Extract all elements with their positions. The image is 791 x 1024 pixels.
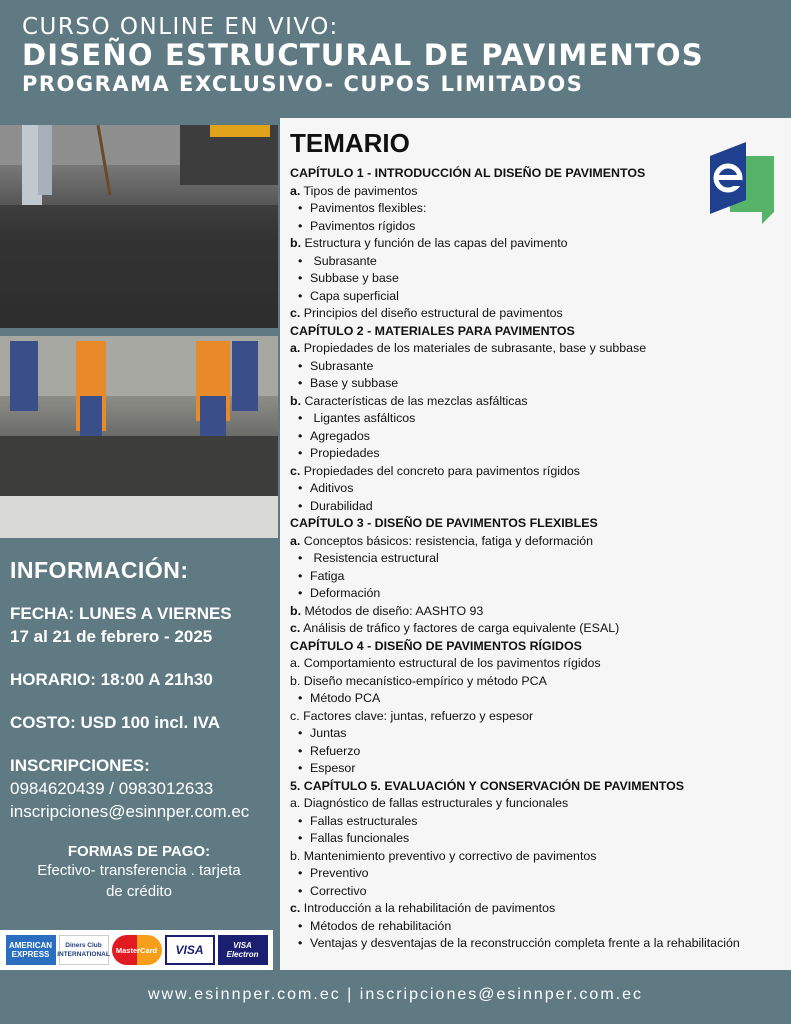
syllabus-bullet: • Subrasante [290,358,791,376]
syllabus-bullet: • Preventivo [290,865,791,883]
chapter-heading: CAPÍTULO 1 - INTRODUCCIÓN AL DISEÑO DE PAVIMENTOS [290,166,646,180]
syllabus-bullet: • Aditivos [290,480,791,498]
paving-workers-photo-bottom [0,336,278,538]
syllabus-bullet: • Espesor [290,760,791,778]
visa-logo: VISA [165,935,215,965]
photo-illustration-top [0,125,278,328]
syllabus-subsection: c. Propiedades del concreto para pavimentos rígidos [290,463,580,478]
phone-numbers: 0984620439 / 0983012633 [10,779,214,798]
syllabus-bullet: • Fatiga [290,568,791,586]
subsection-letter: c. [290,306,301,320]
syllabus-subsection: c. Análisis de tráfico y factores de carga equivalente (ESAL) [290,621,620,635]
payment-methods-line2: de crédito [106,883,172,900]
payment-methods-line1: Efectivo- transferencia . tarjeta [37,862,241,879]
subsection-letter: b. [290,393,302,408]
chapter-heading: CAPÍTULO 2 - MATERIALES PARA PAVIMENTOS [290,323,575,338]
syllabus-bullet: • Correctivo [290,883,791,901]
syllabus-subsection: c. Introducción a la rehabilitación de pavimentos [290,901,556,915]
header-banner [0,0,791,118]
syllabus-subsection: a. Comportamiento estructural de los pavimentos rígidos [290,656,601,670]
subsection-letter: a. [290,183,301,198]
inscripciones-title: INSCRIPCIONES: [10,756,150,775]
syllabus-subsection: b. Características de las mezclas asfálticas [290,393,528,408]
syllabus-subsection: c. Principios del diseño estructural de pavimentos [290,306,563,320]
course-title: DISEÑO ESTRUCTURAL DE PAVIMENTOS [22,38,704,72]
syllabus-bullet: • Pavimentos rígidos [290,218,791,236]
syllabus-bullet: • Propiedades [290,445,791,463]
info-title: INFORMACIÓN: [10,557,189,583]
course-subtitle: PROGRAMA EXCLUSIVO- CUPOS LIMITADOS [22,72,584,96]
syllabus-title: TEMARIO [290,128,410,158]
subsection-letter: c. [290,463,301,478]
subsection-letter: a. [290,341,301,355]
syllabus-bullet: • Fallas funcionales [290,830,791,848]
fecha-label: FECHA: LUNES A VIERNES [10,604,232,623]
footer-contact: www.esinnper.com.ec | inscripciones@esinnper.com.ec [0,970,791,1024]
syllabus-subsection: b. Mantenimiento preventivo y correctivo de pavimentos [290,848,597,863]
syllabus-subsection: b. Estructura y función de las capas del pavimento [290,236,568,250]
photo-illustration-bottom [0,336,278,538]
mastercard-logo: MasterCard [112,935,162,965]
chapter-heading: 5. CAPÍTULO 5. EVALUACIÓN Y CONSERVACIÓN DE PAVIMENTOS [290,778,685,793]
syllabus-subsection: b. Diseño mecanístico-empírico y método PCA [290,673,547,688]
subsection-letter: c. [290,621,301,635]
fecha-dates: 17 al 21 de febrero - 2025 [10,627,213,646]
syllabus-list [290,165,791,953]
amex-logo: AMERICAN EXPRESS [6,935,56,965]
visa-electron-logo: VISA Electron [218,935,268,965]
contact-email[interactable]: inscripciones@esinnper.com.ec [10,802,250,821]
course-type-heading: CURSO ONLINE EN VIVO: [22,14,339,40]
syllabus-bullet: • Fallas estructurales [290,813,791,831]
syllabus-subsection: b. Métodos de diseño: AASHTO 93 [290,603,484,618]
syllabus-subsection: a. Conceptos básicos: resistencia, fatiga y deformación [290,533,594,548]
horario: HORARIO: 18:00 A 21h30 [10,670,213,689]
syllabus-bullet: • Subrasante [290,253,791,271]
syllabus-bullet: • Método PCA [290,690,791,708]
subsection-letter: c. [290,901,301,915]
syllabus-bullet: • Base y subbase [290,375,791,393]
info-panel [0,545,278,970]
syllabus-subsection: a. Diagnóstico de fallas estructurales y funcionales [290,796,569,810]
syllabus-bullet: • Ligantes asfálticos [290,410,791,428]
syllabus-subsection: c. Factores clave: juntas, refuerzo y espesor [290,708,534,723]
esinnper-logo [710,142,774,226]
syllabus-bullet: • Deformación [290,585,791,603]
syllabus-bullet: • Subbase y base [290,270,791,288]
payment-title: FORMAS DE PAGO: [67,843,211,860]
subsection-letter: b. [290,603,302,618]
syllabus-bullet: • Resistencia estructural [290,550,791,568]
syllabus-bullet: • Capa superficial [290,288,791,306]
syllabus-subsection: a. Tipos de pavimentos [290,183,418,198]
card-logos [0,930,273,970]
chapter-heading: CAPÍTULO 3 - DISEÑO DE PAVIMENTOS FLEXIBLES [290,516,598,530]
syllabus-panel [280,118,791,970]
chapter-heading: CAPÍTULO 4 - DISEÑO DE PAVIMENTOS RÍGIDOS [290,638,582,653]
syllabus-subsection: a. Propiedades de los materiales de subrasante, base y subbase [290,341,647,355]
syllabus-bullet: • Juntas [290,725,791,743]
paving-workers-photo-top [0,125,278,328]
diners-logo: Diners Club INTERNATIONAL [59,935,109,965]
subsection-letter: b. [290,236,302,250]
costo: COSTO: USD 100 incl. IVA [10,713,221,732]
syllabus-bullet: • Métodos de rehabilitación [290,918,791,936]
syllabus-bullet: • Refuerzo [290,743,791,761]
syllabus-bullet: • Pavimentos flexibles: [290,200,791,218]
syllabus-bullet: • Ventajas y desventajas de la reconstrucción completa frente a la rehabilitación [290,935,791,953]
syllabus-bullet: • Durabilidad [290,498,791,516]
syllabus-bullet: • Agregados [290,428,791,446]
subsection-letter: a. [290,533,301,548]
